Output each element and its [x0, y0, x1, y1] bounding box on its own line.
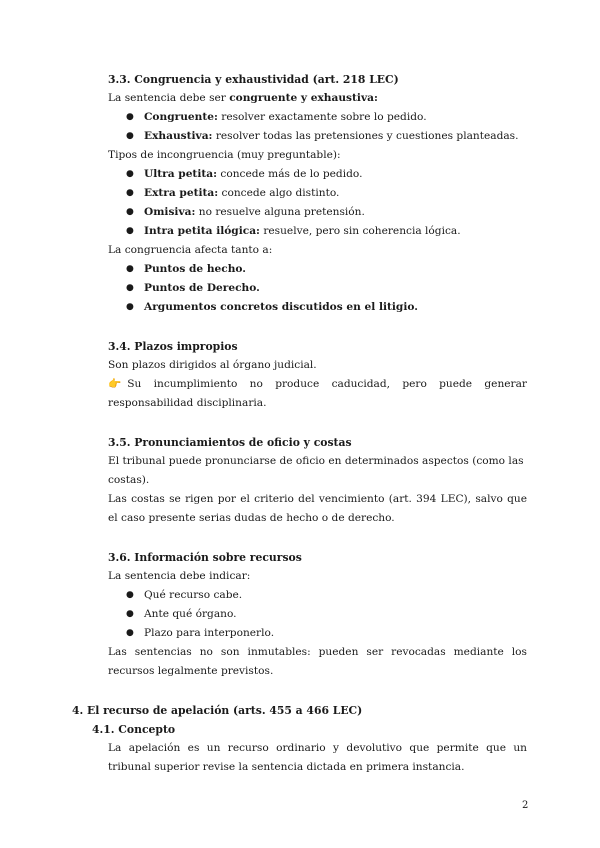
bullet-icon: ●: [126, 302, 134, 312]
list-item: [108, 108, 527, 127]
pointing-hand-icon: 👉: [108, 378, 122, 390]
item-text: concede más de lo pedido.: [217, 168, 363, 180]
affects-intro: La congruencia afecta tanto a:: [108, 244, 273, 256]
item-text: resolver exactamente sobre lo pedido.: [217, 111, 427, 123]
section-3-3-title: 3.3. Congruencia y exhaustividad (art. 218 LEC): [108, 73, 399, 86]
item-term: Extra petita:: [144, 187, 219, 199]
item-text: .: [256, 282, 260, 294]
section-3-6-title: 3.6. Información sobre recursos: [108, 551, 302, 564]
spacer: [108, 413, 527, 433]
item-term: Puntos de hecho: [144, 263, 243, 275]
item-text: resolver todas las pretensiones y cuestiones planteadas.: [212, 130, 519, 142]
intro-bold: congruente y exhaustiva:: [229, 92, 378, 104]
item-text: Ante qué órgano.: [144, 608, 237, 620]
section-3-3-intro: [108, 89, 527, 108]
list-item: [108, 624, 527, 643]
bullet-icon: ●: [126, 131, 134, 141]
item-text: .: [414, 301, 418, 313]
list-item: [108, 165, 527, 184]
item-term: Omisiva:: [144, 206, 196, 218]
section-3-6-intro: La sentencia debe indicar:: [108, 570, 251, 582]
item-term: Argumentos concretos discutidos en el litigio: [144, 301, 415, 313]
section-4-1-paragraph: La apelación es un recurso ordinario y devolutivo que permite que un tribunal superior revise la sentencia dictada en primera instancia.: [108, 742, 527, 773]
incongruence-types-list: [108, 165, 527, 241]
bullet-icon: ●: [126, 264, 134, 274]
section-3-3-list: [108, 108, 527, 146]
item-text: Plazo para interponerlo.: [144, 627, 275, 639]
item-term: Exhaustiva:: [144, 130, 213, 142]
list-item: [108, 127, 527, 146]
section-3-6-list: [108, 586, 527, 643]
bullet-icon: ●: [126, 609, 134, 619]
list-item: [108, 298, 527, 317]
section-3-4-title: 3.4. Plazos impropios: [108, 340, 238, 353]
bullet-icon: ●: [126, 283, 134, 293]
intro-text: La sentencia debe ser: [108, 92, 230, 104]
item-term: Intra petita ilógica:: [144, 225, 260, 237]
list-item: [108, 605, 527, 624]
affects-list: [108, 260, 527, 317]
section-3-4-line2: [108, 375, 527, 413]
section-3-5-line2: Las costas se rigen por el criterio del vencimiento (art. 394 LEC), salvo que el caso presente serias dudas de hecho o de derecho.: [108, 493, 527, 524]
page-number: 2: [522, 800, 529, 811]
page-content: [72, 70, 527, 777]
item-term: Ultra petita:: [144, 168, 218, 180]
section-3-6-closing: Las sentencias no son inmutables: pueden ser revocadas mediante los recursos legalmente previstos.: [108, 646, 527, 677]
list-item: [108, 586, 527, 605]
item-text: concede algo distinto.: [218, 187, 340, 199]
spacer: [108, 317, 527, 337]
item-text: resuelve, pero sin coherencia lógica.: [259, 225, 461, 237]
bullet-icon: ●: [126, 207, 134, 217]
list-item: [108, 260, 527, 279]
list-item: [108, 184, 527, 203]
bullet-icon: ●: [126, 188, 134, 198]
section-3-5-line1: El tribunal puede pronunciarse de oficio en determinados aspectos (como las costas).: [108, 455, 524, 486]
line2-text: Su incumplimiento no produce caducidad, pero puede generar responsabilidad disciplinaria.: [108, 378, 527, 409]
section-3-5-title: 3.5. Pronunciamientos de oficio y costas: [108, 436, 352, 449]
spacer: [108, 681, 527, 701]
bullet-icon: ●: [126, 169, 134, 179]
spacer: [108, 528, 527, 548]
types-intro: Tipos de incongruencia (muy preguntable):: [108, 149, 341, 161]
item-text: no resuelve alguna pretensión.: [195, 206, 365, 218]
bullet-icon: ●: [126, 628, 134, 638]
item-term: Congruente:: [144, 111, 218, 123]
section-4-1-title: 4.1. Concepto: [92, 723, 176, 736]
item-term: Puntos de Derecho: [144, 282, 257, 294]
list-item: [108, 203, 527, 222]
section-3-4-line1: Son plazos dirigidos al órgano judicial.: [108, 359, 317, 371]
list-item: [108, 279, 527, 298]
section-4-title: 4. El recurso de apelación (arts. 455 a 466 LEC): [72, 704, 363, 717]
list-item: [108, 222, 527, 241]
bullet-icon: ●: [126, 590, 134, 600]
item-text: Qué recurso cabe.: [144, 589, 243, 601]
bullet-icon: ●: [126, 112, 134, 122]
item-text: .: [242, 263, 246, 275]
bullet-icon: ●: [126, 226, 134, 236]
